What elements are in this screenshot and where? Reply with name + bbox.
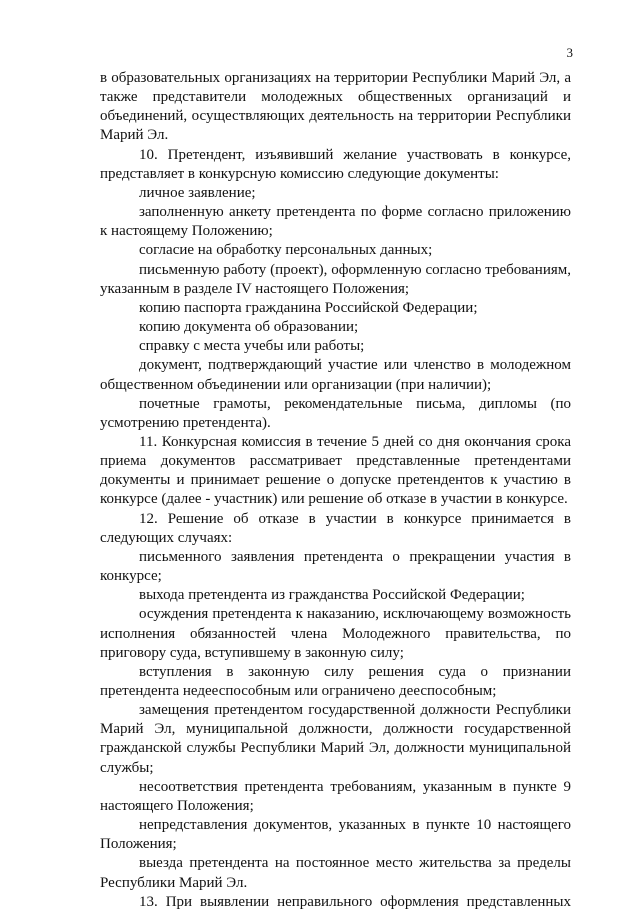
paragraph: непредставления документов, указанных в пункте 10 настоящего Положения; [100,817,571,853]
paragraph: личное заявление; [139,184,256,201]
paragraph: согласие на обработку персональных данных; [139,242,433,259]
paragraph: выезда претендента на постоянное место жительства за пределы Республики Марий Эл. [100,855,571,891]
paragraph: 12. Решение об отказе в участии в конкурсе принимается в следующих случаях: [100,510,571,546]
paragraph: почетные грамоты, рекомендательные письма, дипломы (по усмотрению претендента). [100,395,571,431]
paragraph: заполненную анкету претендента по форме согласно приложению к настоящему Положению; [100,204,571,240]
paragraph: копию паспорта гражданина Российской Федерации; [139,299,478,316]
paragraph: замещения претендентом государственной должности Республики Марий Эл, муниципальной должности, должности государственной гражданской службы Республики Марий Эл, должности муниципальной службы; [100,702,571,776]
paragraph: 13. При выявлении неправильного оформления представленных [139,893,571,910]
paragraph: копию документа об образовании; [139,319,359,336]
paragraph: 11. Конкурсная комиссия в течение 5 дней со дня окончания срока приема документов рассматривает представленные претендентами документы и принимает решение о допуске претендентов к участию в конкурсе (далее - участник) или решение об отказе в участии в конкурсе. [100,433,571,508]
paragraph: в образовательных организациях на территории Республики Марий Эл, а также представители молодежных общественных организаций и объединений, осуществляющих деятельность на территории Республики Марий Эл. [100,70,571,144]
paragraph: 10. Претендент, изъявивший желание участвовать в конкурсе, представляет в конкурсную комиссию следующие документы: [100,146,571,182]
paragraph: осуждения претендента к наказанию, исключающему возможность исполнения обязанностей члена Молодежного правительства, по приговору суда, вступившему в законную силу; [100,606,571,661]
paragraph: документ, подтверждающий участие или членство в молодежном общественном объединении или организации (при наличии); [100,357,571,393]
page-number: 3 [566,45,573,60]
paragraph: выхода претендента из гражданства Российской Федерации; [139,587,525,604]
document-body [100,69,571,912]
paragraph: письменную работу (проект), оформленную согласно требованиям, указанным в разделе IV настоящего Положения; [100,261,571,297]
paragraph: вступления в законную силу решения суда о признании претендента недееспособным или ограничено дееспособным; [100,663,571,699]
paragraph: несоответствия претендента требованиям, указанным в пункте 9 настоящего Положения; [100,778,571,814]
paragraph: письменного заявления претендента о прекращении участия в конкурсе; [100,548,571,585]
paragraph: справку с места учебы или работы; [139,338,365,355]
